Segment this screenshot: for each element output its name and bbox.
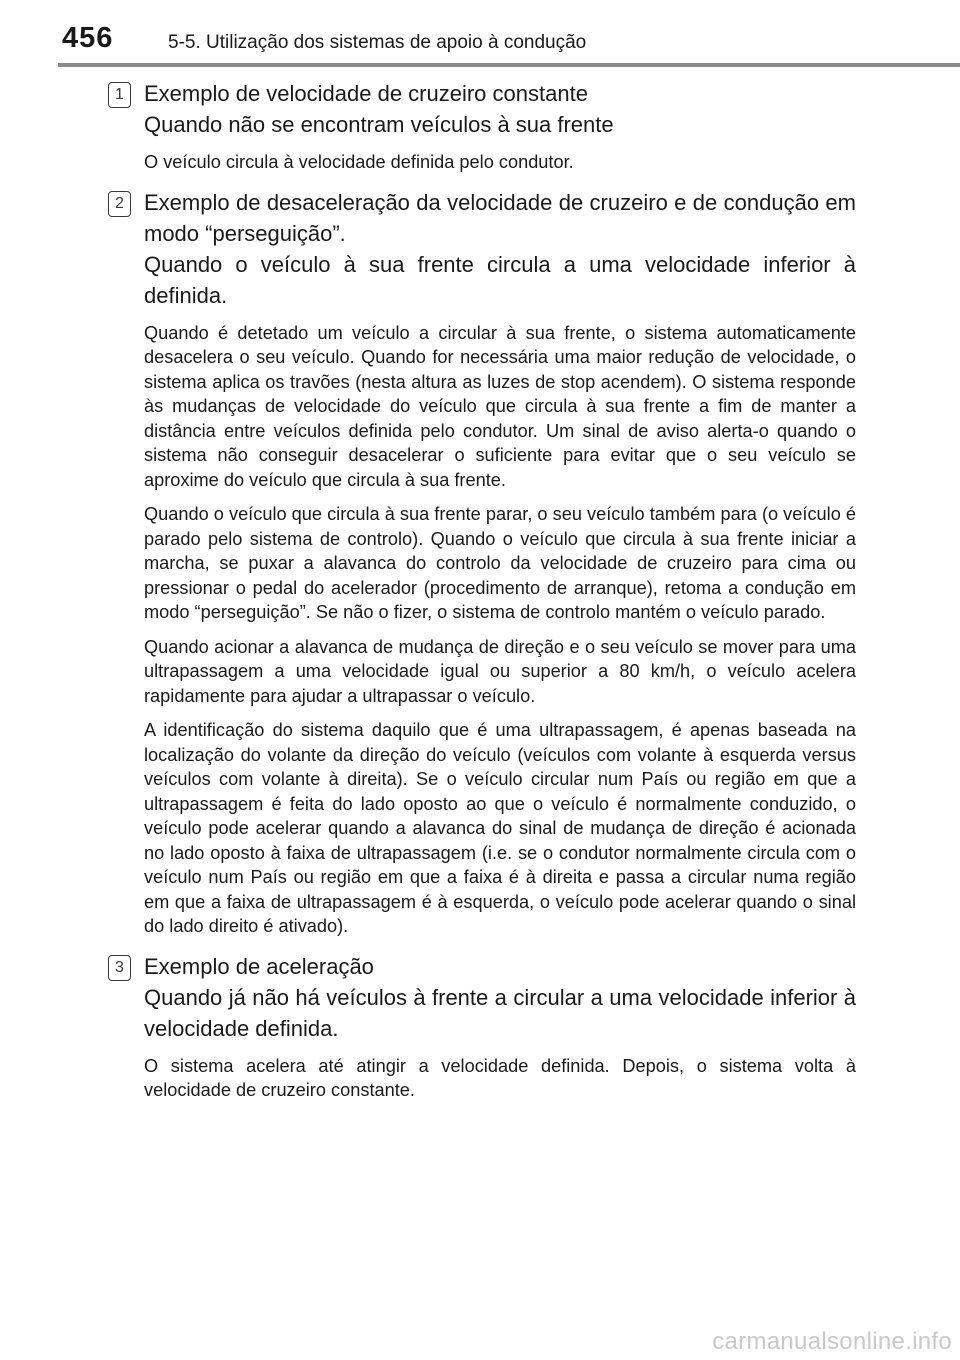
item-paragraph: A identificação do sistema daquilo que é uma ultrapassagem, é apenas baseada na localização do volante da direção do veículo (veículos com volante à esquerda versus veículos com volante à direita). Se o veículo circular num País ou região em que a ultrapassagem é feita do lado oposto ao que o veículo é normalmente conduzido, o veículo pode acelerar quando a alavanca do sinal de mudança de direção é acionada no lado oposto à faixa de ultrapassagem (i.e. se o condutor normalmente circula com o veículo num País ou região em que a faixa é à direita e passa a circular numa região em que a faixa de ultrapassagem é à esquerda, o veículo pode acelerar quando o sinal do lado direito é ativado). <box>144 720 856 936</box>
item-heading: Exemplo de aceleração <box>144 953 374 979</box>
page-number: 456 <box>62 22 114 54</box>
item-subheading: Quando já não há veículos à frente a circular a uma velocidade inferior à velocidade definida. <box>144 984 856 1041</box>
list-item-3 <box>108 951 856 1103</box>
section-title: 5-5. Utilização dos sistemas de apoio à condução <box>168 32 587 53</box>
watermark-text: carmanualsonline.info <box>712 1328 952 1355</box>
item-paragraph: O veículo circula à velocidade definida pelo condutor. <box>144 152 574 172</box>
item-number-badge: 2 <box>108 191 131 217</box>
item-number-badge: 3 <box>108 955 131 981</box>
page-content <box>108 78 856 1103</box>
item-subheading: Quando o veículo à sua frente circula a uma velocidade inferior à definida. <box>144 251 856 308</box>
item-paragraph: Quando acionar a alavanca de mudança de direção e o seu veículo se mover para uma ultrapassagem a uma velocidade igual ou superior a 80 km/h, o veículo acelera rapidamente para ajudar a ultrapassar o veículo. <box>144 636 856 706</box>
list-item-2 <box>108 187 856 939</box>
item-paragraph: Quando é detetado um veículo a circular à sua frente, o sistema automaticamente desacelera o seu veículo. Quando for necessária uma maior redução de velocidade, o sistema aplica os travões (nesta altura as luzes de stop acendem). O sistema responde às mudanças de velocidade do veículo que circula à sua frente a fim de manter a distância entre veículos definida pelo condutor. Um sinal de aviso alerta-o quando o sistema não conseguir desacelerar o suficiente para evitar que o seu veículo se aproxime do veículo que circula à sua frente. <box>144 322 856 490</box>
list-item-1 <box>108 78 856 175</box>
item-heading: Exemplo de velocidade de cruzeiro constante <box>144 81 588 106</box>
page-header <box>0 0 960 70</box>
item-paragraph: Quando o veículo que circula à sua frente parar, o seu veículo também para (o veículo é parado pelo sistema de controlo). Quando o veículo que circula à sua frente iniciar a marcha, se puxar a alavanca do controlo da velocidade de cruzeiro para cima ou pressionar o pedal do acelerador (procedimento de arranque), retoma a condução em modo “perseguição”. Se não o fizer, o sistema de controlo mantém o veículo parado. <box>144 504 856 622</box>
item-paragraph: O sistema acelera até atingir a velocidade definida. Depois, o sistema volta à velocidade de cruzeiro constante. <box>144 1055 856 1100</box>
item-subheading: Quando não se encontram veículos à sua frente <box>144 112 614 137</box>
header-divider <box>58 63 960 67</box>
item-heading: Exemplo de desaceleração da velocidade de cruzeiro e de condução em modo “perseguição”. <box>144 189 856 246</box>
item-number-badge: 1 <box>108 82 131 108</box>
